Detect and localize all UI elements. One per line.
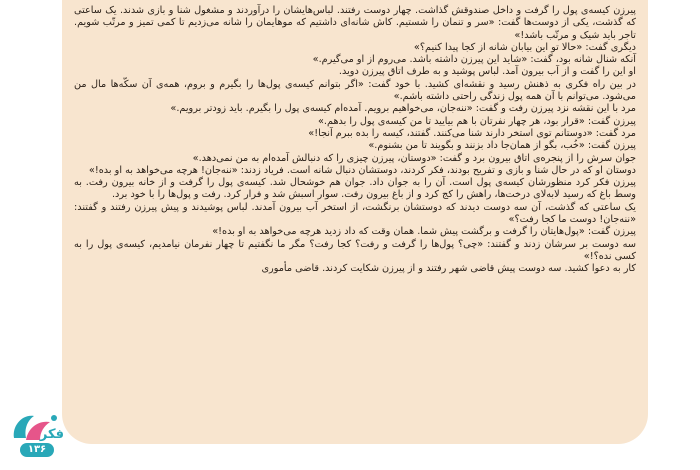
paragraph-12: پیرزن فکر کرد منظورشان کیسه‌ی پول است. آن را به جوان داد. جوان هم خوشحال شد. کیسه‌ی پول را گرفت و از خانه بیرون رفت. به وسط باغ که رسید لابه‌لای درخت‌ها، راهش را کج کرد و از باغ بیرون رفت. سوار اسبش شد و فرار کرد. رفت و پول‌ها را با خود برد. <box>74 177 636 201</box>
paragraph-14: پیرزن گفت: «پول‌هایتان را گرفت و برگشت پیش شما. همان وقت که داد زدید هرچه می‌خواهد به او بده!» <box>212 226 636 238</box>
paragraph-2: دیگری گفت: «حالا تو این بیابان شانه از کجا پیدا کنیم؟» <box>413 41 636 53</box>
paragraph-11: دوستان او که در حال شنا و بازی و تفریح بودند، فکر کردند، دوستشان دنبال شانه است. فریاد زدند: «ننه‌جان! هرچه می‌خواهد به او بده!» <box>88 164 636 176</box>
paragraph-13: یک ساعتی که گذشت، آن سه دوست دیدند که دوستشان برنگشت، از استخر آب بیرون آمدند. لباس پوشیدند و پیش پیرزن رفتند و گفتند: «ننه‌جان! دوست ما کجا رفت؟» <box>74 201 636 226</box>
paragraph-1: پیرزن کیسه‌ی پول را گرفت و داخل صندوقش گذاشت. چهار دوست رفتند. لباس‌هایشان را درآوردند و مشغول شنا و بازی شدند. یک ساعتی که گذشت، یکی از دوست‌ها گفت: «سر و تنمان را شستیم. کاش شانه‌ای داشتیم که موهایمان را شانه می‌زدیم تا کمی تمیز و مرتّب شویم. تاجر باید شیک و مرتّب باشد!» <box>74 5 636 41</box>
paragraph-16: کار به دعوا کشید. سه دوست پیش قاضی شهر رفتند و از پیرزن شکایت کردند. قاضی مأموری <box>261 263 636 275</box>
logo-swoosh-icon <box>8 408 64 448</box>
page-number: ۱۳۶ <box>20 443 54 457</box>
paragraph-8: مرد گفت: «دوستانم توی استخر دارند شنا می‌کنند. گفتند، کیسه را بده ببرم آنجا!» <box>308 127 636 139</box>
paragraph-5: در بین راه فکری به ذهنش رسید و نقشه‌ای کشید. با خود گفت: «اگر بتوانم کیسه‌ی پول‌ها را بگیرم و بروم، همه‌ی آن سکّه‌ها مال من می‌شود. می‌توانم با آن همه پول زندگی راحتی داشته باشم.» <box>74 78 636 103</box>
fekr-logo <box>8 408 64 458</box>
paragraph-10: جوان سرش را از پنجره‌ی اتاق بیرون برد و گفت: «دوستان، پیرزن چیزی را که دنبالش آمده‌ام به من نمی‌دهد.» <box>192 152 636 164</box>
story-text <box>62 0 648 276</box>
logo-word: فکر <box>39 427 64 442</box>
paragraph-4: او این را گفت و از آب بیرون آمد. لباس پوشید و به طرف اتاق پیرزن دوید. <box>338 66 636 78</box>
paragraph-3: آنکه شنال شانه بود، گفت: «شاید این پیرزن داشته باشد. می‌روم از او می‌گیرم.» <box>312 54 636 66</box>
paragraph-7: پیرزن گفت: «قرار بود، هر چهار نفرتان با هم بیایید تا من کیسه‌ی پول را بدهم.» <box>318 115 636 127</box>
paragraph-6: مرد با این نقشه نزد پیرزن رفت و گفت: «ننه‌جان، می‌خواهیم برویم. آمده‌ام کیسه‌ی پول را بگیرم. باید زودتر برویم.» <box>170 103 636 115</box>
paragraph-9: پیرزن گفت: «خُب، بگو از همان‌جا داد بزنند و بگویند تا من بشنوم.» <box>368 140 636 152</box>
book-page <box>62 0 648 444</box>
paragraph-15: سه دوست بر سرشان زدند و گفتند: «چی؟ پول‌ها را گرفت و رفت؟ کجا رفت؟ مگر ما نگفتیم تا چهار نفرمان نیامدیم، کیسه‌ی پول را به کسی نده؟!» <box>74 238 636 262</box>
